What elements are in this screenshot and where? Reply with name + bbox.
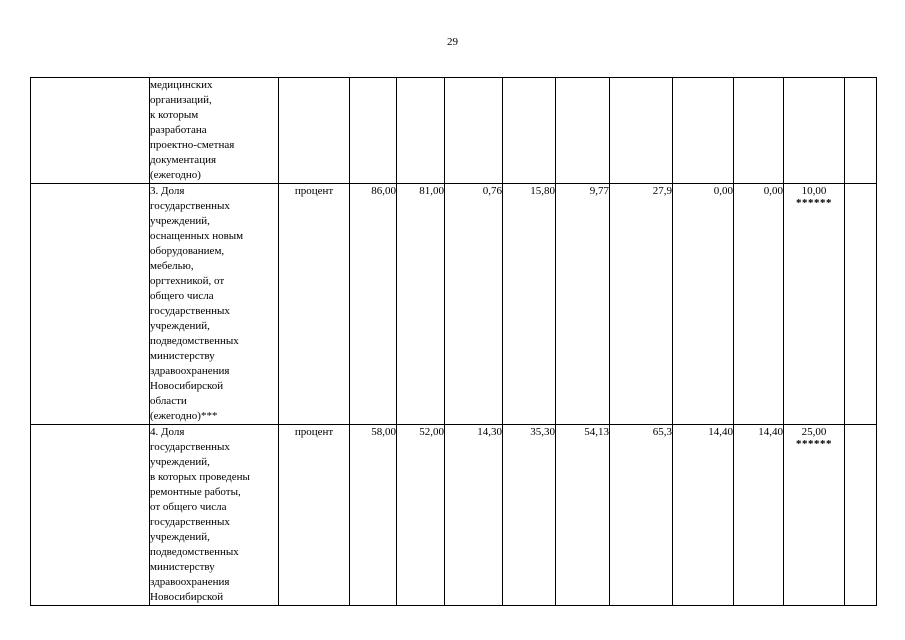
value-cell <box>445 78 503 184</box>
value-text: 14,30 <box>477 426 502 438</box>
description-line: в которых проведены <box>150 471 250 483</box>
description-line: учреждений, <box>150 215 210 227</box>
value-text: 0,00 <box>713 185 733 197</box>
value-cell <box>610 78 673 184</box>
table-row <box>31 78 877 184</box>
indicator-description <box>150 184 279 425</box>
description-line: государственных <box>150 305 230 317</box>
value-text: 65,3 <box>652 426 672 438</box>
description-line: государственных <box>150 441 230 453</box>
description-line: документация <box>150 154 217 166</box>
value-cell <box>734 425 784 606</box>
description-line: подведомственных <box>150 335 239 347</box>
description-line: области <box>150 395 187 407</box>
value-cell <box>397 78 445 184</box>
description-line: оборудованием, <box>150 245 225 257</box>
value-text: 81,00 <box>419 185 444 197</box>
description-line: к которым <box>150 109 199 121</box>
value-cell <box>503 78 556 184</box>
description-line: оргтехникой, от <box>150 275 225 287</box>
value-text: 35,30 <box>530 426 555 438</box>
unit-cell: процент <box>279 184 350 425</box>
description-line: 4. Доля <box>150 426 185 438</box>
value-cell <box>350 184 397 425</box>
value-text: 9,77 <box>589 185 609 197</box>
description-line: организаций, <box>150 94 212 106</box>
value-cell <box>503 184 556 425</box>
description-line: разработана <box>150 124 207 136</box>
table-row <box>31 425 877 606</box>
value-cell <box>556 184 610 425</box>
description-line: учреждений, <box>150 456 210 468</box>
description-line: здравоохранения <box>150 365 230 377</box>
description-line: ремонтные работы, <box>150 486 241 498</box>
indicator-description <box>150 78 279 184</box>
value-cell <box>556 425 610 606</box>
description-line: учреждений, <box>150 320 210 332</box>
table-row <box>31 184 877 425</box>
value-text: 52,00 <box>419 426 444 438</box>
footnote-marker: ****** <box>796 438 832 450</box>
table-cell-empty <box>845 78 877 184</box>
description-line: здравоохранения <box>150 576 230 588</box>
description-line: медицинских <box>150 79 213 91</box>
description-line: министерству <box>150 350 215 362</box>
value-text: 10,00 <box>801 185 827 197</box>
description-line: министерству <box>150 561 215 573</box>
description-line: оснащенных новым <box>150 230 244 242</box>
value-cell <box>445 184 503 425</box>
value-cell <box>734 184 784 425</box>
indicator-description <box>150 425 279 606</box>
description-line: 3. Доля <box>150 185 185 197</box>
description-line: государственных <box>150 516 230 528</box>
value-cell <box>350 425 397 606</box>
value-cell <box>673 425 734 606</box>
value-cell <box>734 78 784 184</box>
value-cell <box>784 425 845 606</box>
footnote-marker: ****** <box>796 197 832 209</box>
table-cell-empty <box>31 78 150 184</box>
table-body <box>31 78 877 606</box>
value-cell <box>556 78 610 184</box>
value-cell <box>784 184 845 425</box>
table-cell-empty <box>845 425 877 606</box>
value-cell <box>503 425 556 606</box>
unit-cell <box>279 78 350 184</box>
table-cell-empty <box>845 184 877 425</box>
value-cell <box>610 184 673 425</box>
indicators-table <box>30 77 877 606</box>
value-cell <box>397 425 445 606</box>
value-text: 54,13 <box>584 426 609 438</box>
value-text: 25,00 <box>801 426 827 438</box>
value-cell <box>673 184 734 425</box>
value-text: 0,00 <box>763 185 783 197</box>
description-line: мебелью, <box>150 260 194 272</box>
value-text: 15,80 <box>530 185 555 197</box>
table-cell-empty <box>31 425 150 606</box>
description-line: подведомственных <box>150 546 239 558</box>
description-line: (ежегодно) <box>150 169 201 181</box>
value-text: 0,76 <box>482 185 502 197</box>
table-cell-empty <box>31 184 150 425</box>
value-text: 58,00 <box>371 426 396 438</box>
page-number: 29 <box>447 36 458 48</box>
value-text: 86,00 <box>371 185 396 197</box>
description-line: (ежегодно)*** <box>150 410 218 422</box>
description-line: от общего числа <box>150 501 227 513</box>
value-cell <box>445 425 503 606</box>
description-line: общего числа <box>150 290 214 302</box>
value-cell <box>397 184 445 425</box>
value-text: 27,9 <box>652 185 672 197</box>
value-text: 14,40 <box>758 426 783 438</box>
value-cell <box>610 425 673 606</box>
description-line: учреждений, <box>150 531 210 543</box>
value-cell <box>784 78 845 184</box>
value-cell <box>673 78 734 184</box>
description-line: Новосибирской <box>150 380 224 392</box>
description-line: Новосибирской <box>150 591 224 603</box>
value-text: 14,40 <box>708 426 733 438</box>
description-line: проектно-сметная <box>150 139 235 151</box>
value-cell <box>350 78 397 184</box>
unit-cell: процент <box>279 425 350 606</box>
description-line: государственных <box>150 200 230 212</box>
